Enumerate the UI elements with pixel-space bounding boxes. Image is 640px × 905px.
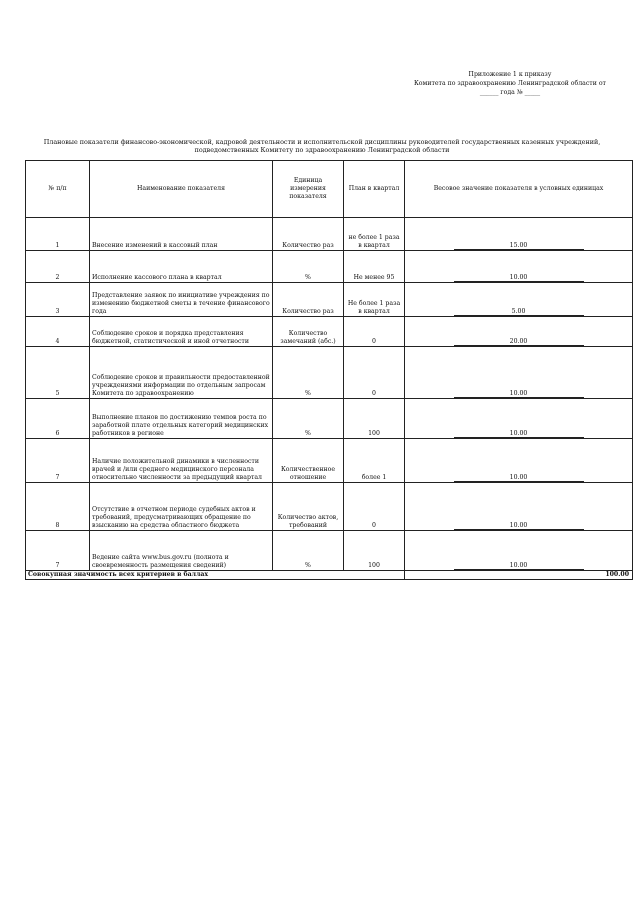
header-name: Наименование показателя [90,161,273,218]
indicators-table [25,160,633,580]
row-num: 6 [26,399,90,439]
row-weight-value: 10.00 [454,430,584,438]
row-weight-value: 15.00 [454,242,584,250]
row-weight [405,347,633,399]
table-row [26,347,633,399]
row-plan: 100 [344,399,405,439]
table-row [26,483,633,531]
table-row [26,317,633,347]
table-row [26,399,633,439]
table-row [26,531,633,571]
row-num: 2 [26,251,90,283]
row-weight [405,439,633,483]
row-name: Внесение изменений в кассовый план [90,218,273,251]
row-num: 5 [26,347,90,399]
row-name: Соблюдение сроков и правильности предоставленной учреждениями информации по отдельным запросам Комитета по здравоохранению [90,347,273,399]
row-weight-value: 10.00 [454,474,584,482]
row-weight [405,483,633,531]
row-name: Ведение сайта www.bus.gov.ru (полнота и своевременность размещения сведений) [90,531,273,571]
appendix-line-1: Приложение 1 к приказу [468,71,552,78]
row-name: Соблюдение сроков и порядка представления бюджетной, статистической и иной отчетности [90,317,273,347]
row-name: Выполнение планов по достижению темпов роста по заработной плате отдельных категорий медицинских работников в регионе [90,399,273,439]
row-weight-value: 20.00 [454,338,584,346]
header-plan: План в квартал [344,161,405,218]
row-plan: Не более 1 раза в квартал [344,283,405,317]
row-num: 7 [26,531,90,571]
row-weight [405,283,633,317]
row-unit: Количество актов, требований [273,483,344,531]
header-unit: Единица измерения показателя [273,161,344,218]
row-plan: Не менее 95 [344,251,405,283]
row-plan: не более 1 раза в квартал [344,218,405,251]
row-num: 7 [26,439,90,483]
appendix-line-3: ______ года № _____ [479,89,541,96]
title-line-1: Плановые показатели финансово-экономической, кадровой деятельности и исполнительской дисциплины руководителей государственных казенных учреждений, [43,138,601,146]
row-unit: % [273,531,344,571]
row-weight [405,218,633,251]
row-weight-value: 10.00 [454,522,584,530]
row-num: 1 [26,218,90,251]
row-unit: Количество замечаний (абс.) [273,317,344,347]
row-weight-value: 10.00 [454,274,584,282]
row-weight [405,399,633,439]
row-weight [405,531,633,571]
row-unit: % [273,251,344,283]
row-plan: 0 [344,347,405,399]
row-name: Наличие положительной динамики в численности врачей и /или среднего медицинского персонала относительно численности за предыдущий квартал [90,439,273,483]
row-unit: Количественное отношение [273,439,344,483]
document-title [20,138,624,154]
total-label: Совокупная значимость всех критериев в баллах [26,571,405,580]
row-plan: 0 [344,483,405,531]
title-line-2: подведомственных Комитету по здравоохранению Ленинградской области [194,146,450,154]
row-num: 3 [26,283,90,317]
order-appendix-header [400,70,620,97]
row-unit: Количество раз [273,283,344,317]
table-row [26,283,633,317]
row-weight-value: 10.00 [454,562,584,570]
row-num: 4 [26,317,90,347]
table-row [26,218,633,251]
row-unit: % [273,399,344,439]
row-unit: % [273,347,344,399]
header-weight: Весовое значение показателя в условных единицах [405,161,633,218]
total-value: 100.00 [405,571,633,580]
table-row [26,251,633,283]
row-unit: Количество раз [273,218,344,251]
row-weight-value: 5.00 [454,308,584,316]
row-plan: 100 [344,531,405,571]
row-weight [405,251,633,283]
row-name: Отсутствие в отчетном периоде судебных актов и требований, предусматривающих обращение по взысканию на средства областного бюджета [90,483,273,531]
header-num: № п/п [26,161,90,218]
table-row [26,439,633,483]
table-header-row [26,161,633,218]
row-plan: более 1 [344,439,405,483]
appendix-line-2: Комитета по здравоохранению Ленинградской области от [414,80,606,87]
row-num: 8 [26,483,90,531]
row-name: Исполнение кассового плана в квартал [90,251,273,283]
row-weight-value: 10.00 [454,390,584,398]
row-name: Представление заявок по инициативе учреждения по изменению бюджетной сметы в течение финансового года [90,283,273,317]
total-row [26,571,633,580]
row-weight [405,317,633,347]
row-plan: 0 [344,317,405,347]
